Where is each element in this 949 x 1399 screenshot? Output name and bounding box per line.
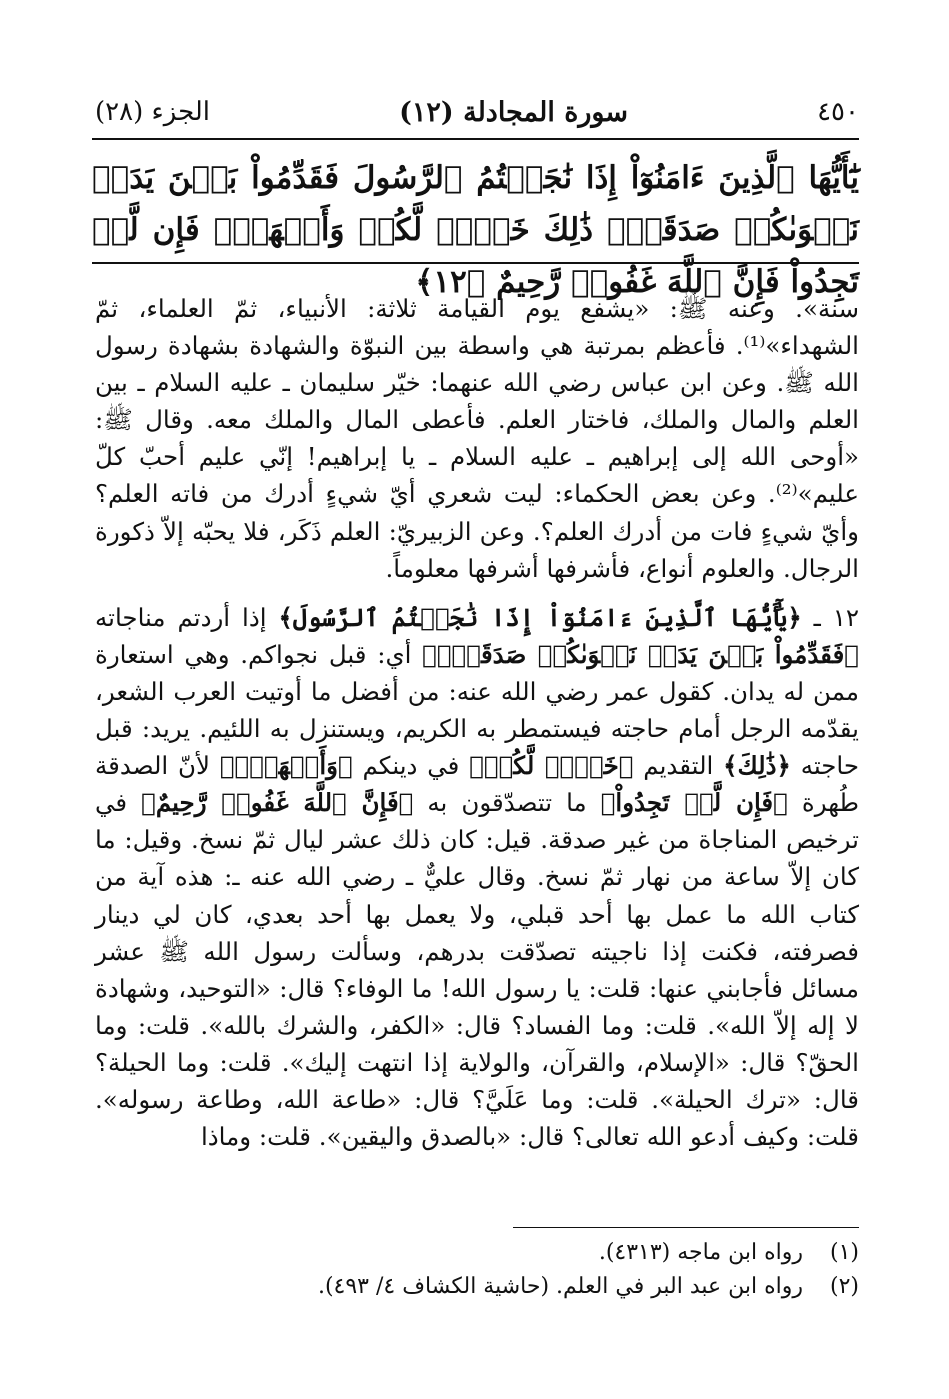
header-rule <box>92 138 859 140</box>
quote-3: ﴿ذَٰلِكَ﴾ <box>723 751 791 781</box>
juz-label: الجزء (٢٨) <box>95 97 211 127</box>
quote-6: ﴿فَإِن لَّمۡ تَجِدُواْ﴾ <box>600 788 788 818</box>
text-6: ما تتصدّقون به <box>413 788 601 818</box>
verse-rule <box>92 262 859 264</box>
commentary-body <box>95 290 859 1155</box>
quote-1: ﴿يَٰٓأَيُّهَا ٱلَّذِينَ ءَامَنُوٓاْ إِذَا نَٰجَيۡتُمُ ٱلرَّسُولَ﴾ <box>278 602 802 632</box>
page-number: ٤٥٠ <box>817 97 859 127</box>
footnote-number: (١) <box>829 1240 859 1265</box>
surah-title: سورة المجادلة (١٢) <box>399 96 628 128</box>
verse-number: ١٢ ـ <box>801 602 860 632</box>
footnote-rule <box>513 1227 859 1228</box>
footnote-text: رواه ابن ماجه (٤٣١٣). <box>598 1240 803 1265</box>
quote-2: ﴿فَقَدِّمُواْ بَيۡنَ يَدَيۡ نَجۡوَىٰكُمۡ صَدَقَةٗۚ﴾ <box>422 639 859 669</box>
quran-verse: يَٰٓأَيُّهَا ٱلَّذِينَ ءَامَنُوٓاْ إِذَا نَٰجَيۡتُمُ ٱلرَّسُولَ فَقَدِّمُواْ بَيۡنَ يَدَيۡ نَجۡوَىٰكُمۡ صَدَقَةٗۚ ذَٰلِكَ خَيۡرٞ لَّكُمۡ وَأَطۡهَرُۚ فَإِن لَّمۡ تَجِدُواْ فَإِنَّ ٱللَّهَ غَفُورٞ رَّحِيمٌ ﴿١٢﴾ <box>92 160 859 300</box>
quote-4: ﴿خَيۡرٞ لَّكُمۡ﴾ <box>469 751 634 781</box>
text-1: إذا أردتم مناجاته <box>95 602 279 632</box>
quote-5: ﴿وَأَطۡهَرُۚ﴾ <box>219 751 353 781</box>
running-header <box>95 92 859 132</box>
commentary-paragraph-2 <box>95 599 859 1155</box>
footnote-1 <box>95 1236 859 1270</box>
quote-7: ﴿فَإِنَّ ٱللَّهَ غَفُورٞ رَّحِيمٌ﴾ <box>141 788 414 818</box>
text-5: لأنّ الصدقة طُهرة <box>95 751 859 818</box>
footnote-2 <box>95 1270 859 1304</box>
footnotes <box>95 1236 859 1304</box>
text-3: التقديم <box>633 751 724 781</box>
text-2: أي: قبل نجواكم. وهي استعارة ممن له يدان. كقول عمر رضي الله عنه: من أفضل ما أوتيت العرب الشعر، يقدّمه الرجل أمام حاجته فيستمطر به الكريم، ويستنزل به اللئيم. يريد: قبل حاجته <box>95 639 859 781</box>
text-7: في ترخيص المناجاة من غير صدقة. قيل: كان ذلك عشر ليال ثمّ نسخ. وقيل: ما كان إلاّ ساعة من نهار ثمّ نسخ. وقال عليٌّ ـ رضي الله عنه ـ: هذه آية من كتاب الله ما عمل بها أحد قبلي، ولا يعمل بها أحد بعدي، كان لي دينار فصرفته، فكنت إذا ناجيته تصدّقت بدرهم، وسألت رسول الله ﷺ عشر مسائل فأجابني عنها: قلت: يا رسول الله! ما الوفاء؟ قال: «التوحيد، وشهادة لا إله إلاّ الله». قلت: وما الفساد؟ قال: «الكفر، والشرك بالله». قلت: وما الحقّ؟ قال: «الإسلام، والقرآن، والولاية إذا انتهت إليك». قلت: وما الحيلة؟ قال: «ترك الحيلة». قلت: وما عَلَيَّ؟ قال: «طاعة الله، وطاعة رسوله». قلت: وكيف أدعو الله تعالى؟ قال: «بالصدق واليقين». قلت: وماذا <box>95 788 859 1152</box>
text-4: في دينكم <box>352 751 470 781</box>
commentary-paragraph-1: سنة». وعنه ﷺ: «يشفع يوم القيامة ثلاثة: الأنبياء، ثمّ العلماء، ثمّ الشهداء»⁽¹⁾. فأعظم بمرتبة هي واسطة بين النبوّة والشهادة بشهادة رسول الله ﷺ. وعن ابن عباس رضي الله عنهما: خيّر سليمان ـ عليه السلام ـ بين العلم والمال والملك، فاختار العلم. فأعطى المال والملك معه. وقال ﷺ: «أوحى الله إلى إبراهيم ـ عليه السلام ـ يا إبراهيم! إنّي عليم أحبّ كلّ عليم»⁽²⁾. وعن بعض الحكماء: ليت شعري أيّ شيءٍ أدرك من فاته العلم؟ وأيّ شيءٍ فات من أدرك العلم؟. وعن الزبيريّ: العلم ذَكَر، فلا يحبّه إلاّ ذكورة الرجال. والعلوم أنواع، فأشرفها أشرفها معلوماً. <box>95 294 859 583</box>
footnote-text: رواه ابن عبد البر في العلم. (حاشية الكشاف ٤/ ٤٩٣). <box>317 1274 803 1299</box>
footnote-number: (٢) <box>829 1274 859 1299</box>
